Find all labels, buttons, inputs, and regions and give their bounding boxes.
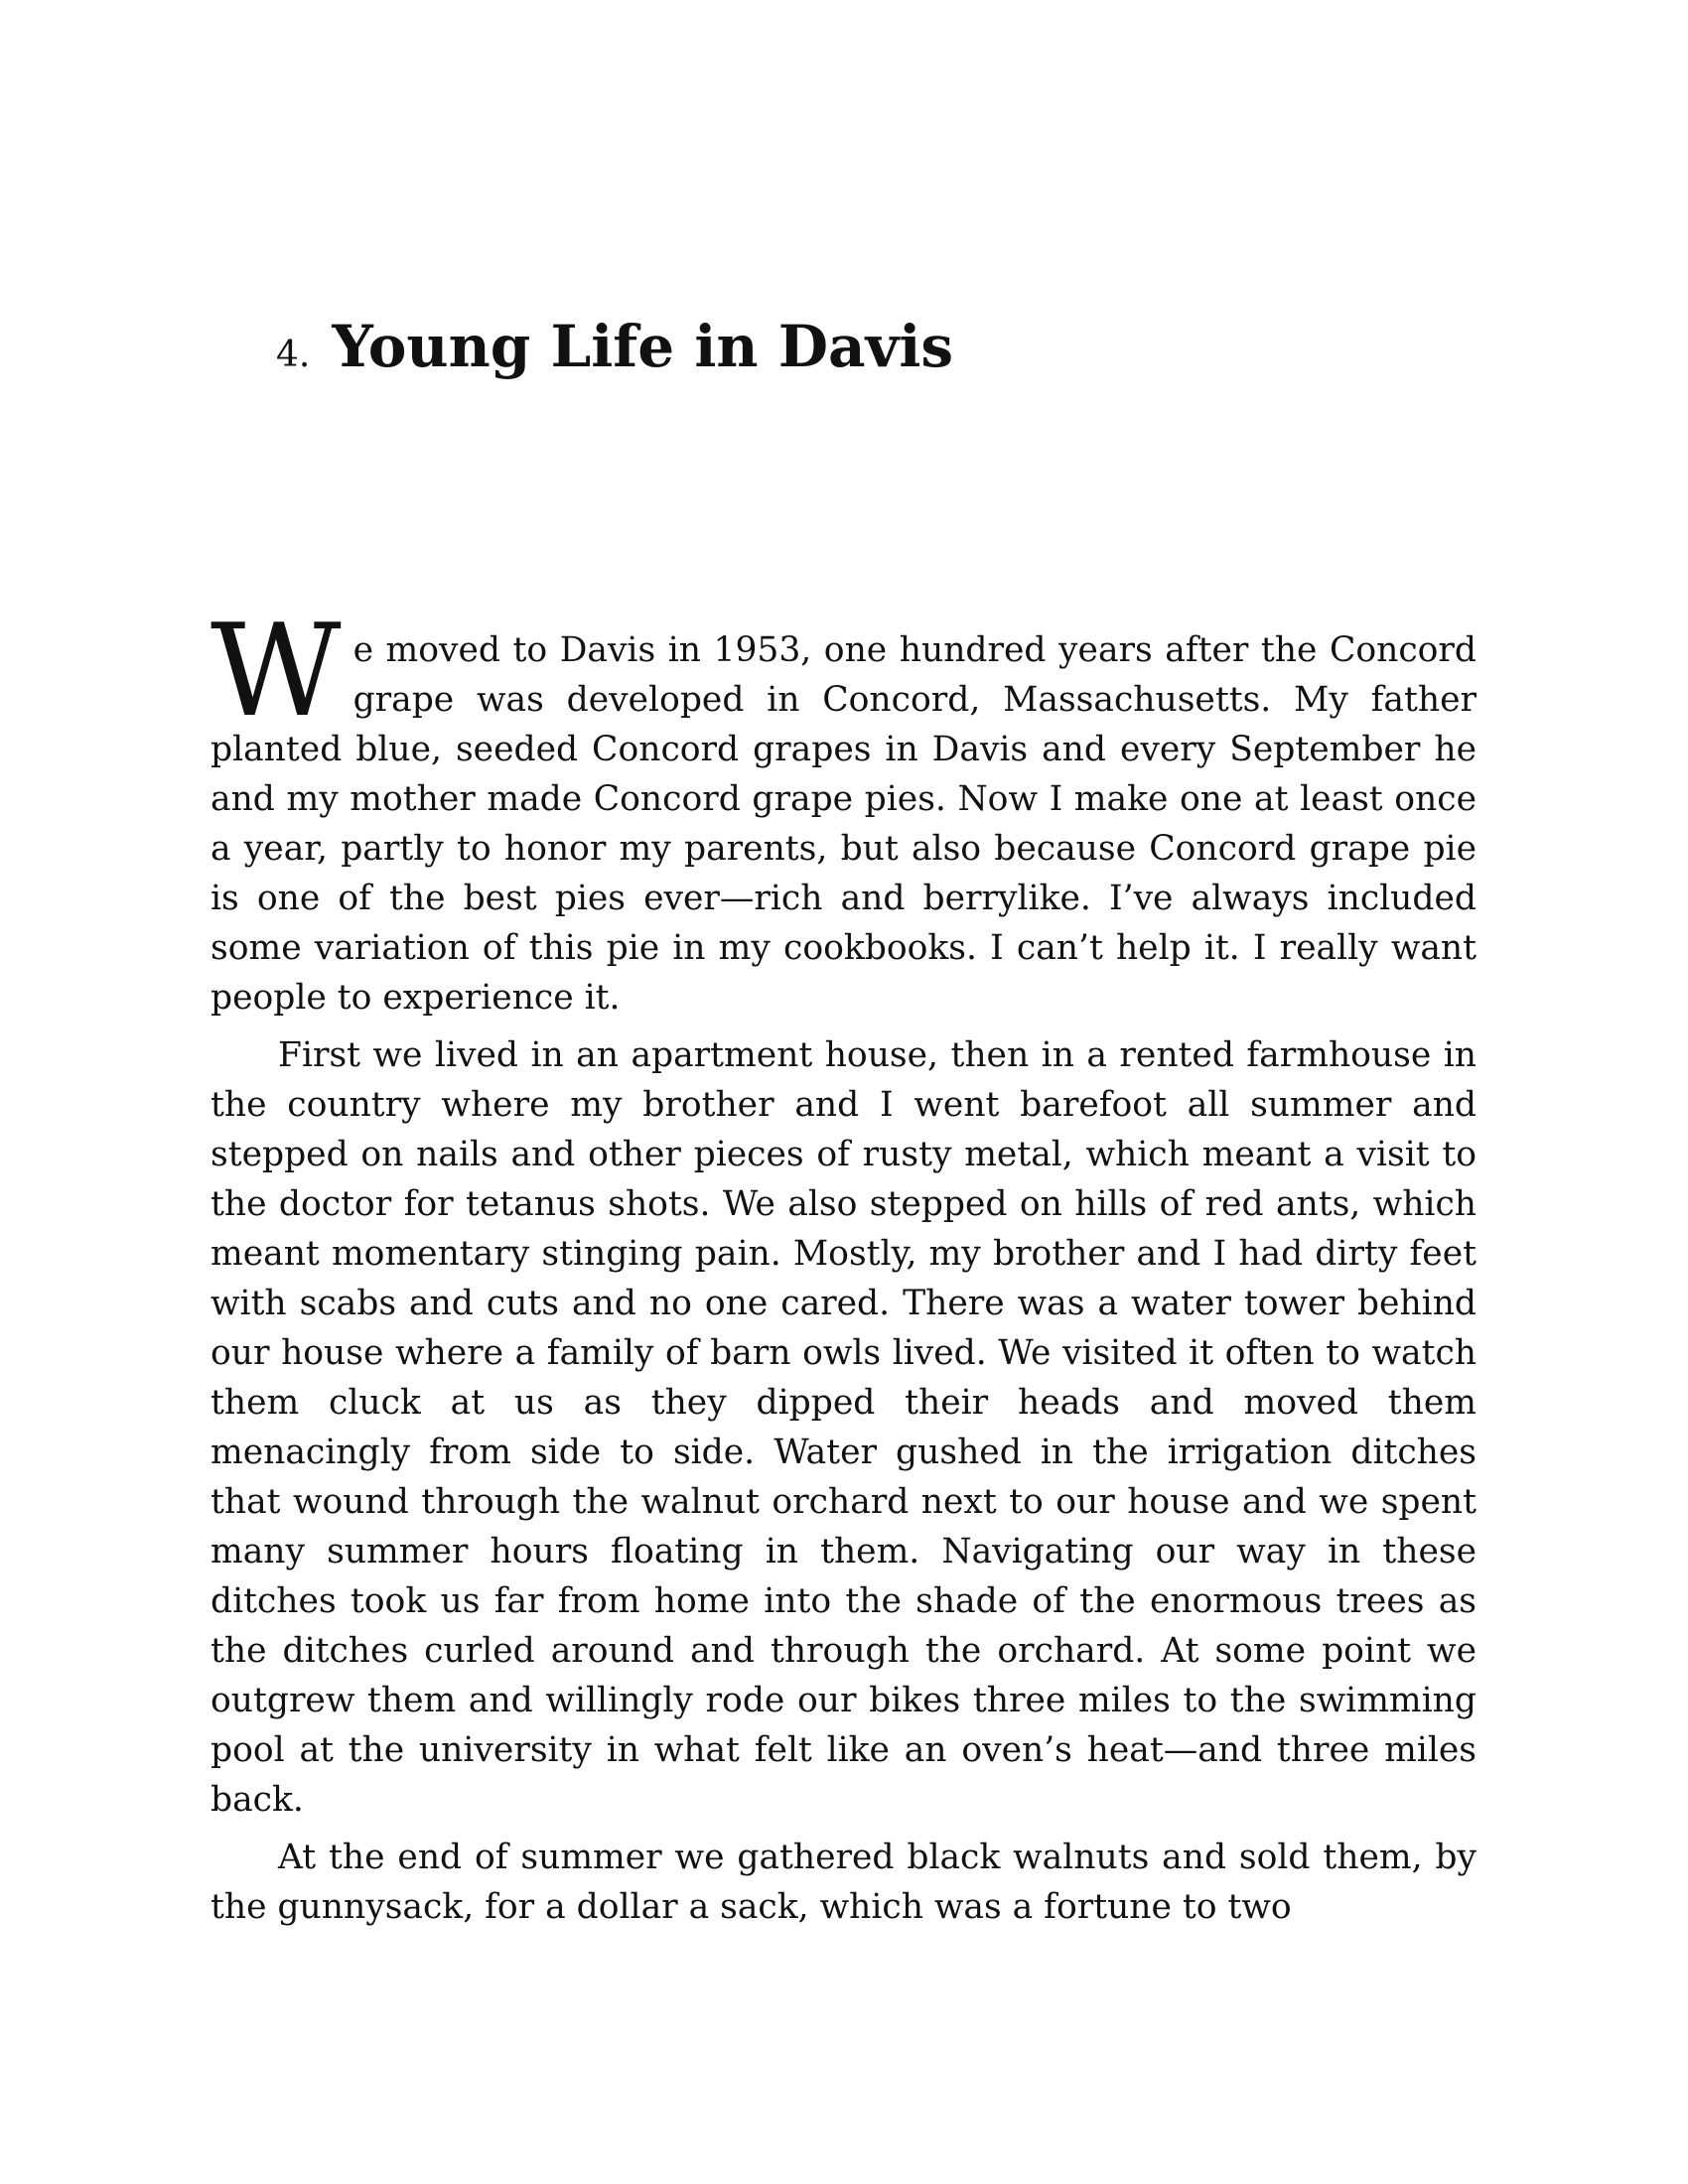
chapter-number: 4. xyxy=(276,335,311,375)
paragraph-3: At the end of summer we gathered black walnuts and sold them, by the gunnysack, for a dollar a sack, which was a fortune to two xyxy=(211,1838,1477,1927)
paragraph-1-text: e moved to Davis in 1953, one hundred years after the Concord grape was developed in Concord, Massachusetts. My father planted blue, seeded Concord grapes in Davis and every September he and my mother made Concord grape pies. Now I make one at least once a year, partly to honor my parents, but also because Concord grape pie is one of the best pies ever—rich and berrylike. I’ve always included some variation of this pie in my cookbooks. I can’t help it. I really want people to experience it. xyxy=(211,630,1477,1018)
paragraph-1 xyxy=(211,598,1477,1023)
drop-cap: W xyxy=(211,598,342,746)
chapter-title: Young Life in Davis xyxy=(332,313,954,380)
chapter-heading xyxy=(276,313,954,380)
paragraph-2: First we lived in an apartment house, then in a rented farmhouse in the country where my brother and I went barefoot all summer and stepped on nails and other pieces of rusty metal, which meant a visit to the doctor for tetanus shots. We also stepped on hills of red ants, which meant momentary stinging pain. Mostly, my brother and I had dirty feet with scabs and cuts and no one cared. There was a water tower behind our house where a family of barn owls lived. We visited it often to watch them cluck at us as they dipped their heads and moved them menacingly from side to side. Water gushed in the irrigation ditches that wound through the walnut orchard next to our house and we spent many summer hours floating in them. Navigating our way in these ditches took us far from home into the shade of the enormous trees as the ditches curled around and through the orchard. At some point we outgrew them and willingly rode our bikes three miles to the swimming pool at the university in what felt like an oven’s heat—and three miles back. xyxy=(211,1035,1477,1820)
chapter-body xyxy=(211,598,1477,1940)
